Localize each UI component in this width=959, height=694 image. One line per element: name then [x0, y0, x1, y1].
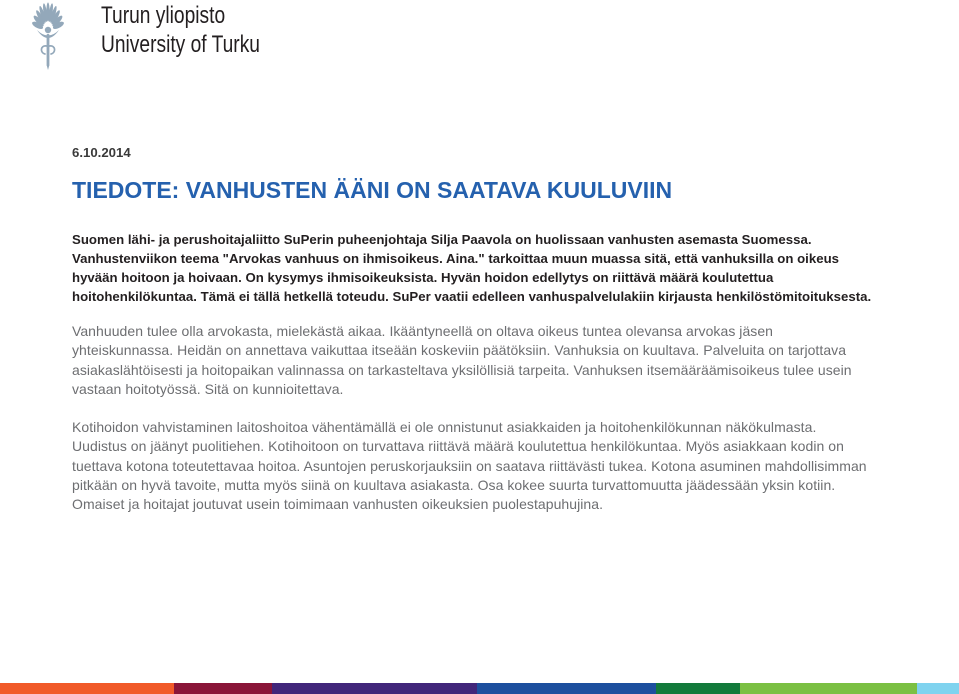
brand-bar-segment [917, 683, 959, 694]
handle-tip [47, 65, 50, 70]
logo-name-en: University of Turku [101, 31, 260, 58]
lead-line: hoitohenkilökuntaa. Tämä ei tällä hetkellä toteudu. SuPer vaatii edelleen vanhuspalvelulakiin kirjausta henkilöstömitoituksesta. [72, 289, 872, 305]
release-title: TIEDOTE: VANHUSTEN ÄÄNI ON SAATAVA KUULUVIIN [72, 177, 673, 203]
brand-bar-segment [656, 683, 740, 694]
handle-curl-left [41, 46, 46, 54]
body-line: pitkään on hyvä tavoite, mutta myös siinä on kuultava asiakasta. Osa kokee suurta turvattomuutta jäädessään yksin kotiin. [72, 476, 836, 493]
lead-line: Suomen lähi- ja perushoitajaliitto SuPerin puheenjohtaja Silja Paavola on huolissaan vanhusten asemasta Suomessa. [72, 232, 812, 247]
lead-line: hyvään hoitoon ja hoivaan. On kysymys ihmisoikeuksista. Hyvän hoidon edellytys on riittävä määrä koulutettua [72, 270, 774, 286]
torch-emblem-icon [29, 0, 67, 70]
body-line: Vanhuuden tulee olla arvokasta, mielekästä aikaa. Ikääntyneellä on oltava oikeus tuntea olevansa arvokas jäsen [72, 323, 774, 339]
body-line: Kotihoidon vahvistaminen laitoshoitoa vähentämällä ei ole onnistunut asiakkaiden ja hoitohenkilökunnan näkökulmasta. [72, 419, 817, 435]
brand-color-bar [0, 683, 959, 694]
brand-bar-segment [740, 683, 917, 694]
body-line: asiakaslähtöisesti ja hoitopaikan valinnassa on tarkasteltava yksilöllisiä tarpeita. Vanhuksen itsemääräämisoikeus tulee usein [72, 361, 852, 378]
brand-bar-segment [0, 683, 174, 694]
body-line: yhteiskunnassa. Heidän on annettava vaikuttaa itseään koskeviin päätöksiin. Vanhuksia on kuultava. Palveluita on tarjottava [72, 342, 847, 359]
university-logo [29, 0, 269, 72]
release-date: 6.10.2014 [72, 145, 131, 160]
torch-flame [32, 3, 65, 31]
lead-paragraph [72, 230, 871, 306]
lead-line: Vanhustenviikon teema "Arvokas vanhuus on ihmisoikeus. Aina." tarkoittaa muun muassa sitä, että vanhuksilla on oikeus [72, 251, 840, 267]
body-line: vastaan hoitotyössä. Sitä on kunnioitettava. [72, 380, 344, 397]
handle-curl-right [49, 46, 54, 54]
logo-wordmark [101, 1, 300, 59]
body-paragraph-1 [72, 322, 852, 399]
body-line: Uudistus on jäänyt puolitiehen. Kotihoitoon on turvattava riittävä määrä koulutettua henkilökuntaa. Myös asiakkaan kodin on [72, 438, 844, 455]
brand-bar-segment [272, 683, 477, 694]
brand-bar-segment [174, 683, 272, 694]
body-paragraph-2 [72, 418, 867, 514]
body-line: tuettava kotona toteutettavaa hoitoa. Asuntojen peruskorjauksiin on saatava riittävästi tukea. Kotona asuminen mahdollisimman [72, 457, 867, 474]
body-line: Omaiset ja hoitajat joutuvat usein toimimaan vanhusten oikeuksien puolestapuhujina. [72, 496, 604, 512]
logo-name-fi: Turun yliopisto [101, 2, 226, 29]
torch-handle [47, 34, 50, 66]
brand-bar-segment [477, 683, 656, 694]
torch-core [45, 27, 51, 33]
